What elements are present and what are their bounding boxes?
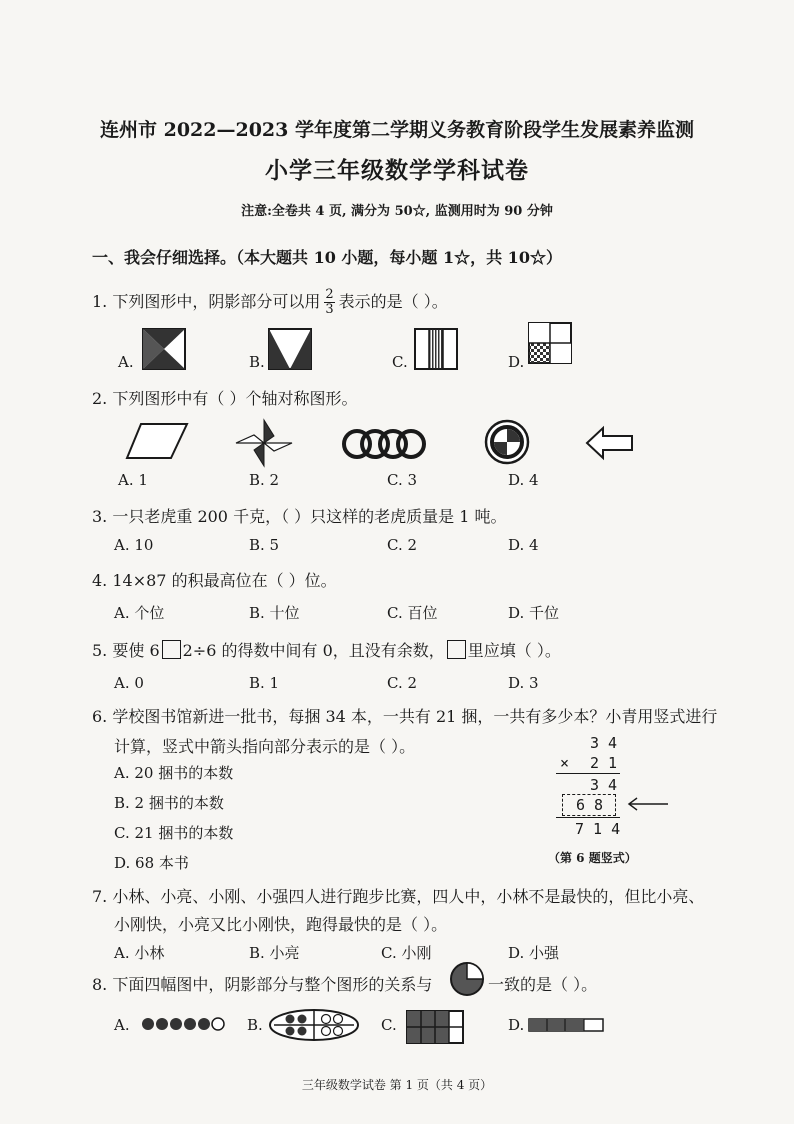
question-2: 2. 下列图形中有（ ）个轴对称图形。 (92, 389, 358, 408)
question-5-pre: 5. 要使 6 (92, 641, 160, 660)
question-8-pre: 8. 下面四幅图中，阴影部分与整个图形的关系与 (92, 975, 433, 994)
q5-option-d[interactable]: D. 3 (508, 674, 539, 692)
q2-option-a[interactable]: A. 1 (118, 471, 148, 489)
q8-figure-a-dots (140, 1015, 226, 1033)
q1-option-b[interactable]: B. (249, 353, 265, 371)
calc-rule-2 (556, 817, 620, 818)
q4-option-c[interactable]: C. 百位 (387, 604, 438, 622)
calc-times-sign: × (560, 754, 570, 772)
q3-option-c[interactable]: C. 2 (387, 536, 418, 554)
q1-figure-c (414, 328, 458, 370)
q7-option-c[interactable]: C. 小刚 (381, 944, 432, 962)
q4-option-d[interactable]: D. 千位 (508, 604, 560, 622)
q7-option-a[interactable]: A. 小林 (114, 944, 165, 962)
q1-figure-d (528, 322, 572, 364)
roundel-logo-icon (484, 419, 530, 465)
q1-figure-b (268, 328, 312, 370)
q3-option-d[interactable]: D. 4 (508, 536, 539, 554)
calc-multiplicand: 3 4 (590, 734, 618, 752)
question-6-line-1: 6. 学校图书馆新进一批书，每捆 34 本，一共有 21 捆，一共有多少本？小青用竖式进行 (92, 707, 718, 726)
calc-multiplier: 2 1 (590, 754, 618, 772)
q5-option-c[interactable]: C. 2 (387, 674, 418, 692)
calc-product: 7 1 4 (575, 820, 621, 838)
left-arrow-icon (626, 796, 670, 812)
q1-option-d[interactable]: D. (508, 353, 525, 371)
q2-option-d[interactable]: D. 4 (508, 471, 539, 489)
fraction-two-thirds (324, 288, 334, 317)
section-1-heading: 一、我会仔细选择。（本大题共 10 小题，每小题 1☆，共 10☆） (92, 248, 562, 267)
question-5-post: 里应填（ ）。 (467, 641, 561, 660)
parallelogram-icon (125, 422, 189, 462)
q1-option-c[interactable]: C. (392, 353, 408, 371)
q1-figure-a (142, 328, 186, 370)
q8-figure-b-ellipse (268, 1008, 360, 1042)
q4-option-b[interactable]: B. 十位 (249, 604, 300, 622)
left-arrow-shape-icon (585, 426, 635, 460)
q1-option-a[interactable]: A. (118, 353, 134, 371)
q2-option-b[interactable]: B. 2 (249, 471, 280, 489)
page-footer: 三年级数学试卷 第 1 页（共 4 页） (301, 1078, 493, 1092)
exam-subtitle: 小学三年级数学学科试卷 (265, 157, 529, 184)
question-1-post: 表示的是（ ）。 (338, 292, 448, 311)
q5-option-a[interactable]: A. 0 (114, 674, 144, 692)
fraction-denominator: 3 (325, 302, 334, 317)
q3-option-a[interactable]: A. 10 (114, 536, 154, 554)
blank-box-reference (447, 640, 466, 659)
question-1-pre: 1. 下列图形中，阴影部分可以用 (92, 292, 321, 311)
q2-option-c[interactable]: C. 3 (387, 471, 418, 489)
calc-caption: （第 6 题竖式） (548, 851, 637, 865)
calc-rule-1 (556, 773, 620, 774)
exam-title: 连州市 2022—2023 学年度第二学期义务教育阶段学生发展素养监测 (100, 119, 694, 141)
four-rings-icon (341, 424, 427, 464)
pinwheel-icon (234, 418, 294, 468)
q3-option-b[interactable]: B. 5 (249, 536, 280, 554)
question-1 (92, 288, 448, 317)
q6-option-d[interactable]: D. 68 本书 (114, 854, 189, 872)
question-8-post: 一致的是（ ）。 (488, 975, 598, 994)
q8-option-a[interactable]: A. (114, 1016, 130, 1034)
question-5 (92, 638, 561, 661)
q8-figure-d-bar (528, 1018, 604, 1032)
calc-partial-1: 3 4 (590, 776, 618, 794)
question-6-line-2: 计算，竖式中箭头指向部分表示的是（ ）。 (114, 737, 416, 756)
calc-partial-2: 6 8 (576, 796, 604, 814)
q5-option-b[interactable]: B. 1 (249, 674, 280, 692)
blank-box[interactable] (162, 640, 181, 659)
q8-figure-c-grid (406, 1010, 464, 1044)
q6-option-c[interactable]: C. 21 捆书的本数 (114, 824, 234, 842)
q8-option-d[interactable]: D. (508, 1016, 525, 1034)
q7-option-d[interactable]: D. 小强 (508, 944, 560, 962)
q8-option-b[interactable]: B. (247, 1016, 263, 1034)
reference-circle-quarter-icon (449, 961, 485, 997)
q4-option-a[interactable]: A. 个位 (114, 604, 165, 622)
q6-option-b[interactable]: B. 2 捆书的本数 (114, 794, 224, 812)
question-3: 3. 一只老虎重 200 千克，（ ）只这样的老虎质量是 1 吨。 (92, 507, 507, 526)
q7-option-b[interactable]: B. 小亮 (249, 944, 300, 962)
question-4: 4. 14×87 的积最高位在（ ）位。 (92, 571, 337, 590)
question-5-mid: 2÷6 的得数中间有 0，且没有余数， (182, 641, 445, 660)
q6-option-a[interactable]: A. 20 捆书的本数 (114, 764, 234, 782)
question-7-line-2: 小刚快，小亮又比小刚快，跑得最快的是（ ）。 (114, 915, 448, 934)
exam-notice: 注意:全卷共 4 页, 满分为 50☆, 监测用时为 90 分钟 (241, 204, 553, 219)
fraction-numerator: 2 (325, 287, 334, 302)
question-7-line-1: 7. 小林、小亮、小刚、小强四人进行跑步比赛，四人中，小林不是最快的，但比小亮、 (92, 887, 705, 906)
q8-option-c[interactable]: C. (381, 1016, 397, 1034)
